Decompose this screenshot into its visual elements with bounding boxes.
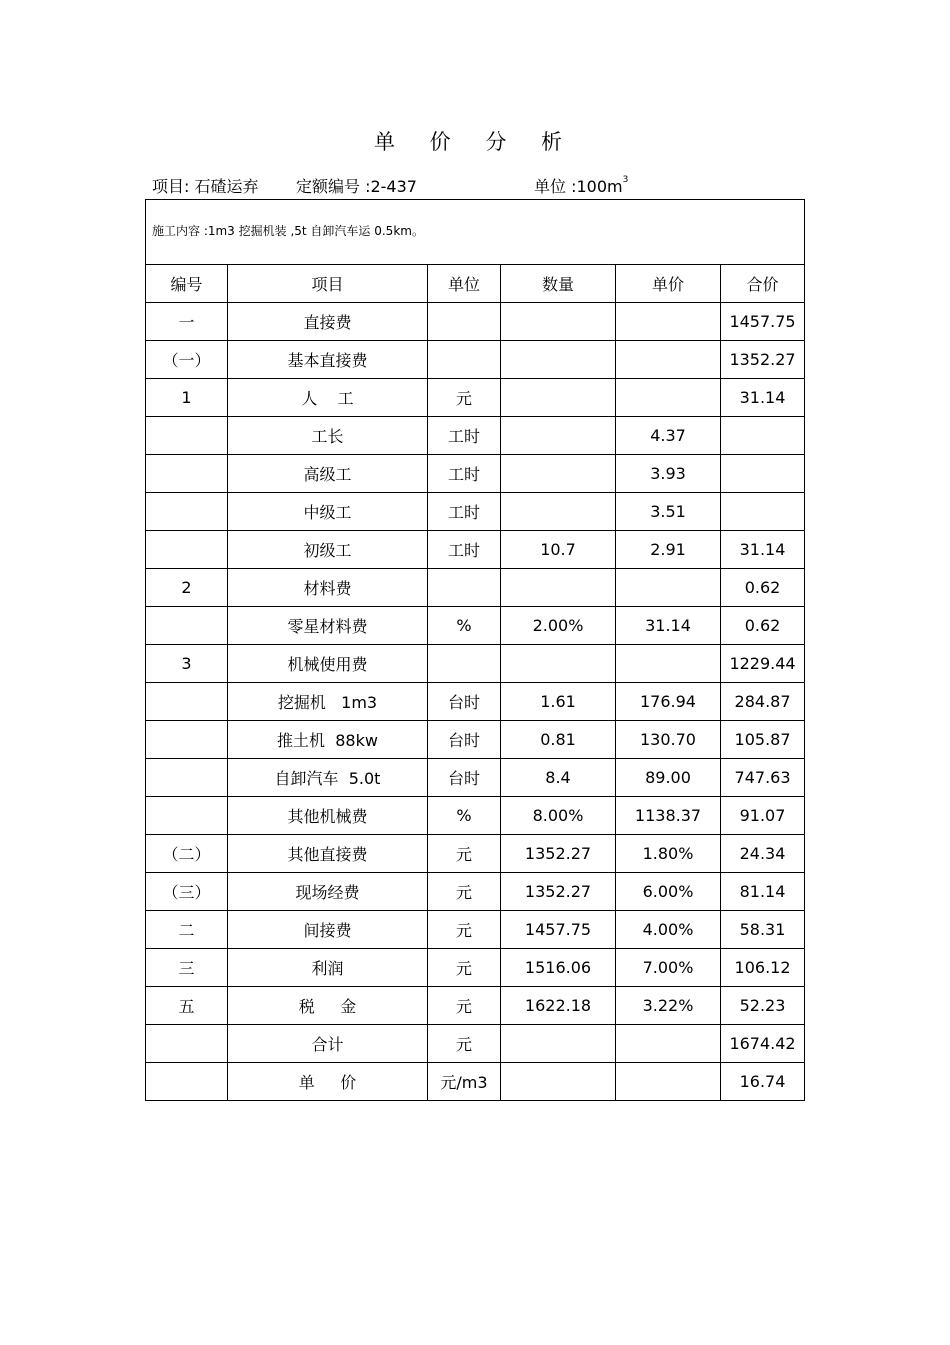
- project-label: 项目: 石碴运弃: [152, 177, 259, 196]
- cell-code: （二）: [146, 835, 228, 873]
- cell-unit: 工时: [428, 493, 501, 531]
- cell-item: 其他直接费: [228, 835, 428, 873]
- cell-total: [721, 493, 805, 531]
- table-row: [146, 455, 805, 493]
- table-row: [146, 1025, 805, 1063]
- cell-unit: 工时: [428, 531, 501, 569]
- cell-unit: 台时: [428, 683, 501, 721]
- cell-unit-price: [616, 303, 721, 341]
- cell-item: 直接费: [228, 303, 428, 341]
- cell-total: 0.62: [721, 569, 805, 607]
- cell-unit: 元: [428, 949, 501, 987]
- cell-unit: 元: [428, 835, 501, 873]
- cell-quantity: 1457.75: [501, 911, 616, 949]
- cell-code: 2: [146, 569, 228, 607]
- table-row: [146, 683, 805, 721]
- cell-item: 利润: [228, 949, 428, 987]
- cell-unit-price: [616, 1025, 721, 1063]
- cell-unit-price: [616, 379, 721, 417]
- cell-total: 58.31: [721, 911, 805, 949]
- cell-code: [146, 759, 228, 797]
- col-header-total: 合价: [721, 265, 805, 303]
- cell-total: 81.14: [721, 873, 805, 911]
- cell-quantity: [501, 379, 616, 417]
- table-row: [146, 303, 805, 341]
- cell-quantity: 1.61: [501, 683, 616, 721]
- cell-code: [146, 1063, 228, 1101]
- cell-quantity: [501, 569, 616, 607]
- table-row: [146, 607, 805, 645]
- cell-item: 现场经费: [228, 873, 428, 911]
- cell-unit-price: 3.22%: [616, 987, 721, 1025]
- cell-code: [146, 607, 228, 645]
- cell-quantity: [501, 493, 616, 531]
- header-row: [146, 265, 805, 303]
- cell-quantity: 2.00%: [501, 607, 616, 645]
- unit-price-table: [145, 199, 805, 1101]
- unit-text: 单位 :100m: [534, 177, 623, 196]
- cell-quantity: [501, 341, 616, 379]
- cell-quantity: [501, 1063, 616, 1101]
- cell-item: 挖掘机 1m3: [228, 683, 428, 721]
- table-row: [146, 645, 805, 683]
- cell-code: [146, 797, 228, 835]
- table-row: [146, 987, 805, 1025]
- col-header-item: 项目: [228, 265, 428, 303]
- cell-code: 3: [146, 645, 228, 683]
- cell-total: [721, 417, 805, 455]
- cell-quantity: 1622.18: [501, 987, 616, 1025]
- cell-unit-price: 6.00%: [616, 873, 721, 911]
- cell-unit: 工时: [428, 455, 501, 493]
- cell-unit: 元: [428, 873, 501, 911]
- cell-total: 1229.44: [721, 645, 805, 683]
- cell-item: 中级工: [228, 493, 428, 531]
- cell-code: 一: [146, 303, 228, 341]
- col-header-unit-price: 单价: [616, 265, 721, 303]
- table-row: [146, 341, 805, 379]
- cell-item: 机械使用费: [228, 645, 428, 683]
- table-row: [146, 911, 805, 949]
- cell-total: 16.74: [721, 1063, 805, 1101]
- cell-unit: %: [428, 607, 501, 645]
- cell-total: 106.12: [721, 949, 805, 987]
- cell-unit: [428, 569, 501, 607]
- table-row: [146, 835, 805, 873]
- cell-unit-price: 176.94: [616, 683, 721, 721]
- cell-code: [146, 417, 228, 455]
- cell-code: 五: [146, 987, 228, 1025]
- unit-superscript: 3: [622, 174, 629, 185]
- cell-unit-price: 3.51: [616, 493, 721, 531]
- cell-item: 高级工: [228, 455, 428, 493]
- cell-code: （一）: [146, 341, 228, 379]
- cell-unit: 元: [428, 1025, 501, 1063]
- cell-item: 零星材料费: [228, 607, 428, 645]
- cell-code: 二: [146, 911, 228, 949]
- cell-quantity: 1352.27: [501, 835, 616, 873]
- cell-unit: 元: [428, 911, 501, 949]
- cell-unit: [428, 645, 501, 683]
- cell-unit-price: 1.80%: [616, 835, 721, 873]
- cell-quantity: [501, 645, 616, 683]
- table-row: [146, 417, 805, 455]
- cell-total: 52.23: [721, 987, 805, 1025]
- cell-unit-price: [616, 645, 721, 683]
- table-row: [146, 721, 805, 759]
- cell-unit: 工时: [428, 417, 501, 455]
- table-row: [146, 759, 805, 797]
- col-header-code: 编号: [146, 265, 228, 303]
- cell-unit: [428, 341, 501, 379]
- cell-quantity: 8.00%: [501, 797, 616, 835]
- description-row: [146, 200, 805, 265]
- table-row: [146, 379, 805, 417]
- cell-code: [146, 683, 228, 721]
- cell-quantity: [501, 417, 616, 455]
- cell-item: 其他机械费: [228, 797, 428, 835]
- col-header-unit: 单位: [428, 265, 501, 303]
- cell-unit-price: 31.14: [616, 607, 721, 645]
- cell-total: [721, 455, 805, 493]
- cell-unit-price: [616, 569, 721, 607]
- page-title: 单 价 分 析: [373, 130, 577, 154]
- table-row: [146, 949, 805, 987]
- cell-quantity: [501, 455, 616, 493]
- cell-unit-price: 1138.37: [616, 797, 721, 835]
- cell-total: 747.63: [721, 759, 805, 797]
- cell-unit-price: 89.00: [616, 759, 721, 797]
- cell-unit: 元: [428, 987, 501, 1025]
- cell-item: 工长: [228, 417, 428, 455]
- cell-total: 31.14: [721, 531, 805, 569]
- cell-unit-price: 2.91: [616, 531, 721, 569]
- construction-description: 施工内容 :1m3 挖掘机装 ,5t 自卸汽车运 0.5km。: [146, 200, 805, 265]
- cell-quantity: 1516.06: [501, 949, 616, 987]
- cell-code: [146, 455, 228, 493]
- table-row: [146, 569, 805, 607]
- cell-total: 91.07: [721, 797, 805, 835]
- table-row: [146, 873, 805, 911]
- cell-unit-price: 4.00%: [616, 911, 721, 949]
- cell-unit-price: 130.70: [616, 721, 721, 759]
- cell-unit: 元/m3: [428, 1063, 501, 1101]
- cell-quantity: [501, 1025, 616, 1063]
- table-row: [146, 1063, 805, 1101]
- cell-total: 0.62: [721, 607, 805, 645]
- cell-item: 税 金: [228, 987, 428, 1025]
- cell-item: 材料费: [228, 569, 428, 607]
- cell-item: 推土机 88kw: [228, 721, 428, 759]
- cell-code: [146, 493, 228, 531]
- unit-label: [534, 174, 628, 197]
- cell-quantity: 10.7: [501, 531, 616, 569]
- cell-total: 31.14: [721, 379, 805, 417]
- cell-item: 单 价: [228, 1063, 428, 1101]
- cell-unit-price: 4.37: [616, 417, 721, 455]
- cell-unit: 台时: [428, 759, 501, 797]
- cell-item: 间接费: [228, 911, 428, 949]
- cell-unit: %: [428, 797, 501, 835]
- cell-quantity: 0.81: [501, 721, 616, 759]
- cell-code: 1: [146, 379, 228, 417]
- cell-code: （三）: [146, 873, 228, 911]
- cell-total: 105.87: [721, 721, 805, 759]
- cell-code: 三: [146, 949, 228, 987]
- cell-quantity: 1352.27: [501, 873, 616, 911]
- cell-item: 基本直接费: [228, 341, 428, 379]
- cell-code: [146, 721, 228, 759]
- cell-unit: 台时: [428, 721, 501, 759]
- cell-quantity: 8.4: [501, 759, 616, 797]
- col-header-quantity: 数量: [501, 265, 616, 303]
- cell-total: 1674.42: [721, 1025, 805, 1063]
- cell-quantity: [501, 303, 616, 341]
- cell-unit-price: 7.00%: [616, 949, 721, 987]
- cell-unit-price: [616, 341, 721, 379]
- cell-item: 自卸汽车 5.0t: [228, 759, 428, 797]
- table-row: [146, 797, 805, 835]
- cell-total: 24.34: [721, 835, 805, 873]
- quota-number: 定额编号 :2-437: [296, 177, 417, 196]
- cell-unit: [428, 303, 501, 341]
- cell-total: 1352.27: [721, 341, 805, 379]
- cell-total: 284.87: [721, 683, 805, 721]
- cell-item: 人 工: [228, 379, 428, 417]
- cell-item: 初级工: [228, 531, 428, 569]
- cell-unit-price: [616, 1063, 721, 1101]
- cell-total: 1457.75: [721, 303, 805, 341]
- cell-unit: 元: [428, 379, 501, 417]
- cell-code: [146, 531, 228, 569]
- cell-item: 合计: [228, 1025, 428, 1063]
- cell-code: [146, 1025, 228, 1063]
- table-row: [146, 531, 805, 569]
- cell-unit-price: 3.93: [616, 455, 721, 493]
- table-row: [146, 493, 805, 531]
